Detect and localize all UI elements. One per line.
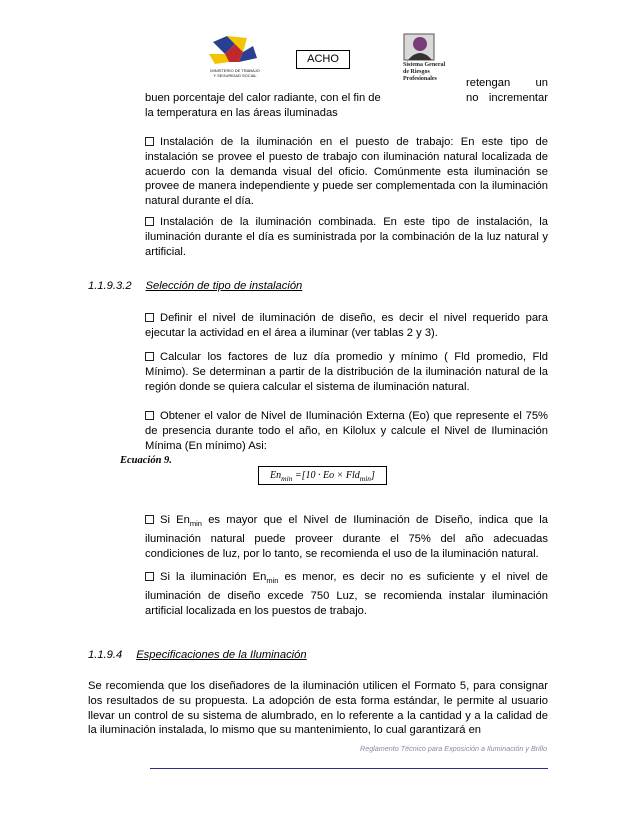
bullet-box-icon — [145, 411, 154, 420]
bullet-item: Obtener el valor de Nivel de Iluminación Externa (Eo) que represente el 75% de presencia durante todo el año, en Kilolux y calcule el Nivel de Iluminación Mínima (En mínimo) Asi: — [145, 410, 548, 452]
bullet-item: Instalación de la iluminación combinada. En este tipo de instalación, la iluminación durante el día es suministrada por la combinación de la luz natural y artificial. — [145, 216, 548, 258]
bullet-box-icon — [145, 515, 154, 524]
section-heading: 1.1.9.3.2 Selección de tipo de instalación — [88, 280, 303, 292]
acho-label: ACHO — [296, 50, 350, 69]
top-left-line: buen porcentaje del calor radiante, con el fin de — [145, 92, 381, 104]
bullet-box-icon — [145, 572, 154, 581]
top-line3: la temperatura en las áreas iluminadas — [145, 107, 338, 119]
bullet-item: Calcular los factores de luz día promedio y mínimo ( Fld promedio, Fld Mínimo). Se determinan a partir de la distribución de la iluminación natural de la región donde se quiera calcular el sistema de iluminación natural. — [145, 351, 548, 393]
equation-label: Ecuación 9. — [120, 455, 172, 466]
footer-text: Reglamento Técnico para Exposición a Iluminación y Brillo — [360, 744, 547, 753]
bullet-item: Instalación de la iluminación en el puesto de trabajo: En este tipo de instalación se provee el puesto de trabajo con iluminación natural localizada de acuerdo con la demanda visual del oficio. Comúnmente esta iluminación se provee de manera independiente y puede ser complementada con la iluminación natural durante el día. — [145, 136, 548, 208]
bullet-box-icon — [145, 352, 154, 361]
risk-system-logo-text: Sistema General de Riesgos Profesionales — [403, 62, 446, 82]
top-right-line2: no incrementar — [466, 92, 548, 104]
bullet-item: Si $En_{min}$ es mayor que el Nivel de Iluminación de Diseño, indica que la iluminación natural puede proveer durante el 75% del año adecuadas condiciones de luz, por lo tanto, se recomienda el uso de la iluminación natural. — [145, 514, 548, 560]
bullet-item: Si la iluminación $En_{min}$ es menor, es decir no es suficiente y el nivel de iluminación de diseño excede 750 Luz, se recomienda instalar iluminación artificial localizada en los puestos de trabajo. — [145, 571, 548, 617]
equation-box: $En_{min} =[10 \cdot Eo \times Fld_{min}]$ — [258, 466, 387, 485]
bullet-item: Definir el nivel de iluminación de diseño, es decir el nivel requerido para ejecutar la actividad en el área a iluminar (ver tablas 2 y 3). — [145, 312, 548, 339]
bullet-box-icon — [145, 217, 154, 226]
closing-paragraph: Se recomienda que los diseñadores de la iluminación utilicen el Formato 5, para consignar los resultados de su propuesta. La adopción de esta forma estándar, le permite al usuario llevar un control de su sistema de alumbrado, en lo referente a la cantidad y a la calidad de la iluminación instalada, lo mismo que su mantenimiento, lo cual garantizará en — [88, 680, 548, 737]
bullet-box-icon — [145, 313, 154, 322]
risk-system-logo — [400, 32, 440, 62]
section-heading: 1.1.9.4 Especificaciones de la Iluminación — [88, 649, 307, 661]
ministry-logo-text: MINISTERIO DE TRABAJO Y SEGURIDAD SOCIAL — [210, 68, 260, 78]
top-right-line1: retengan un — [466, 77, 548, 89]
bullet-box-icon — [145, 137, 154, 146]
footer-rule — [150, 768, 548, 769]
